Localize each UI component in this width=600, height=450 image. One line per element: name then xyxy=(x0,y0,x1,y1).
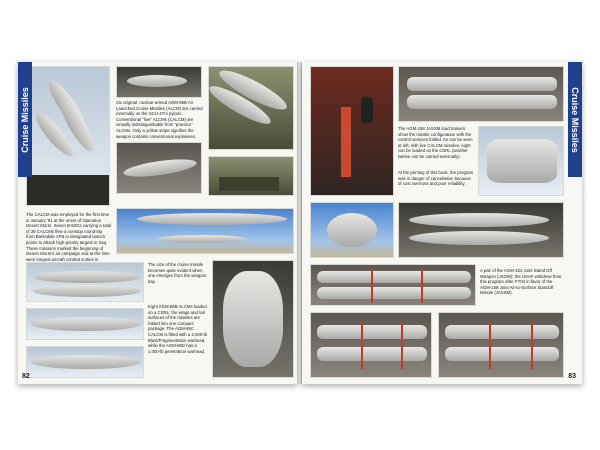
photo-jsow-bottom-left xyxy=(310,312,432,378)
photo-bay-missile-1 xyxy=(26,262,144,302)
photo-missile-closeup xyxy=(116,66,202,98)
photo-loader-vehicle xyxy=(208,156,294,196)
photo-missile-nose-front xyxy=(310,202,394,258)
photo-rotary-launcher xyxy=(212,260,294,378)
photo-jassm-nose xyxy=(478,126,564,196)
right-page xyxy=(302,62,582,384)
photo-jassm-trainer xyxy=(398,66,564,122)
caption-jassm-cancellation: At the printing of this book, the program was in danger of cancellation because of cost overruns and poor reliability. xyxy=(398,170,474,187)
section-tab-label: Cruise Missiles xyxy=(20,86,30,153)
section-tab-right xyxy=(568,62,582,177)
photo-missile-trailer xyxy=(208,66,294,150)
photo-missile-stack xyxy=(398,202,564,258)
caption-desert-storm: The CALCM was employed for the first time in January '91 at the onset of Operation Desert Storm. Seven B-52Gs carrying a total of 39 CALCMs flew a nonstop round-trip from Barksdale AFB to designated launch points to attack high-priority targets in Iraq. These missions marked the beginning of Desert Storm's air campaign and at the time were longest aircraft combat sorties in xyxy=(26,212,112,262)
photo-bay-missile-3 xyxy=(26,346,144,378)
caption-weapon-bay: The size of the cruise missile becomes quite evident when one emerges from the weapon bay. xyxy=(148,262,207,284)
photo-jsow-pair xyxy=(310,264,476,306)
caption-jassm-trainers: The AGM-158 JASSM load trainers show the missile configuration with the control services folded. As can be seen at left, with live CALCM missiles, eight can be loaded on the CSRL (another twelve can be carried externally). xyxy=(398,126,473,159)
photo-loading-crew xyxy=(310,66,394,196)
photo-wing-missile xyxy=(116,142,202,194)
photo-jsow-bottom-right xyxy=(438,312,564,378)
caption-alcm-pylons: Six original, nuclear-armed AGM-86B Air Launched Cruise Missiles (ALCM) are carried externally on the SCU-47/A pylons. Conventional "live" ALCMs (CALCM) are virtually indistinguishable from "practice" ALCMs. Only a yellow stripe signifies the weapon contains conventional explosives. xyxy=(116,100,203,139)
caption-jsow: A pair of the AGM-154 Joint Stand Off Weapon (JSOW); the USAF withdrew from this program after FY04 in favor of the AGM-158 Joint Air-to-Surface Standoff Missile (JASSM). xyxy=(480,268,562,296)
left-page xyxy=(18,62,297,384)
photo-bay-missile-2 xyxy=(26,308,144,340)
section-tab-label: Cruise Missiles xyxy=(570,86,580,153)
section-tab-left xyxy=(18,62,32,177)
photo-pylon-missiles xyxy=(26,66,110,206)
photo-missile-flight xyxy=(116,208,294,254)
page-number: 83 xyxy=(568,373,576,380)
caption-csrl: Eight AGM-86B ALCMs loaded on a CSRL; the wings and tail surfaces of the missiles are folded into one compact package. The AGM-86C CALCM is fitted with a 2,000-lb Blast/Fragmentation warhead, while the AGM-86D has a 1,000-lb penetration warhead. xyxy=(148,304,207,354)
page-number: 82 xyxy=(22,373,30,380)
